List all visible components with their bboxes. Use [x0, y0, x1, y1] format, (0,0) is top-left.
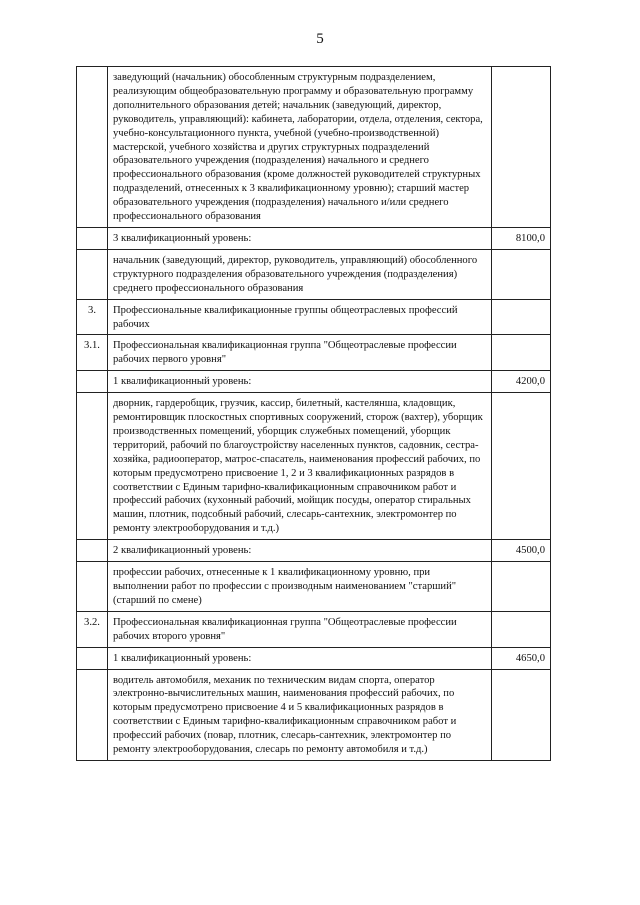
row-text: профессии рабочих, отнесенные к 1 квалификационному уровню, при выполнении работ по профессии с производным наименованием "старший" (старший по смене) [108, 562, 492, 612]
row-value: 4200,0 [492, 371, 551, 393]
row-value [492, 249, 551, 299]
table-row [77, 335, 551, 371]
row-value: 4650,0 [492, 647, 551, 669]
table-row [77, 669, 551, 760]
row-text: Профессиональная квалификационная группа "Общеотраслевые профессии рабочих первого уровня" [108, 335, 492, 371]
row-number: 3.2. [77, 611, 108, 647]
table-row [77, 299, 551, 335]
table-row [77, 371, 551, 393]
row-value [492, 67, 551, 228]
row-text: 1 квалификационный уровень: [108, 647, 492, 669]
row-text: 2 квалификационный уровень: [108, 540, 492, 562]
row-text: Профессиональные квалификационные группы общеотраслевых профессий рабочих [108, 299, 492, 335]
row-value: 4500,0 [492, 540, 551, 562]
table-row [77, 562, 551, 612]
row-number [77, 67, 108, 228]
row-number: 3.1. [77, 335, 108, 371]
row-text: дворник, гардеробщик, грузчик, кассир, билетный, кастелянша, кладовщик, ремонтировщик плоскостных спортивных сооружений, сторож (вахтер), уборщик производственных помещений, уборщик служебных помещений, уборщик территорий, рабочий по благоустройству населенных пунктов, садовник, сестра-хозяйка, радиооператор, матрос-спасатель, наименования профессий рабочих, по которым предусмотрено присвоение 1, 2 и 3 квалификационных разрядов в соответствии с Единым тарифно-квалификационным справочником работ и профессий рабочих (кухонный рабочий, мойщик посуды, оператор стиральных машин, плотник, подсобный рабочий, слесарь-сантехник, электромонтер по ремонту электрооборудования и т.д.) [108, 393, 492, 540]
table-row [77, 227, 551, 249]
row-value [492, 562, 551, 612]
table-row [77, 67, 551, 228]
page-number: 5 [316, 31, 324, 47]
row-number [77, 647, 108, 669]
row-value [492, 611, 551, 647]
row-text: заведующий (начальник) обособленным структурным подразделением, реализующим общеобразовательную программу и образовательную программу дополнительного образования детей; начальник (заведующий, директор, руководитель, управляющий): кабинета, лаборатории, отдела, отделения, сектора, учебно-консультационного пункта, учебной (учебно-производственной) мастерской, учебного хозяйства и других структурных подразделений образовательного учреждения (подразделения) начального и среднего профессионального образования (кроме должностей руководителей структурных подразделений, отнесенных к 3 квалификационному уровню); старший мастер образовательного учреждения (подразделения) начального и/или среднего профессионального образования [108, 67, 492, 228]
table-row [77, 540, 551, 562]
row-number [77, 669, 108, 760]
table-row [77, 647, 551, 669]
row-text: Профессиональная квалификационная группа "Общеотраслевые профессии рабочих второго уровня" [108, 611, 492, 647]
table-row [77, 611, 551, 647]
row-number: 3. [77, 299, 108, 335]
row-number [77, 540, 108, 562]
row-number [77, 249, 108, 299]
row-number [77, 562, 108, 612]
salary-table [76, 66, 551, 761]
row-number [77, 227, 108, 249]
row-value: 8100,0 [492, 227, 551, 249]
row-text: начальник (заведующий, директор, руководитель, управляющий) обособленного структурного подразделения образовательного учреждения (подразделения) среднего профессионального образования [108, 249, 492, 299]
row-value [492, 393, 551, 540]
row-text: 1 квалификационный уровень: [108, 371, 492, 393]
row-text: водитель автомобиля, механик по техническим видам спорта, оператор электронно-вычислительных машин, наименования профессий рабочих, по которым предусмотрено присвоение 4 и 5 квалификационных разрядов в соответствии с Единым тарифно-квалификационным справочником работ и профессий рабочих (повар, плотник, слесарь-сантехник, электромонтер по ремонту электрооборудования, слесарь по ремонту автомобиля и т.д.) [108, 669, 492, 760]
table-row [77, 249, 551, 299]
row-text: 3 квалификационный уровень: [108, 227, 492, 249]
row-value [492, 299, 551, 335]
row-number [77, 393, 108, 540]
row-value [492, 669, 551, 760]
table-row [77, 393, 551, 540]
row-number [77, 371, 108, 393]
row-value [492, 335, 551, 371]
